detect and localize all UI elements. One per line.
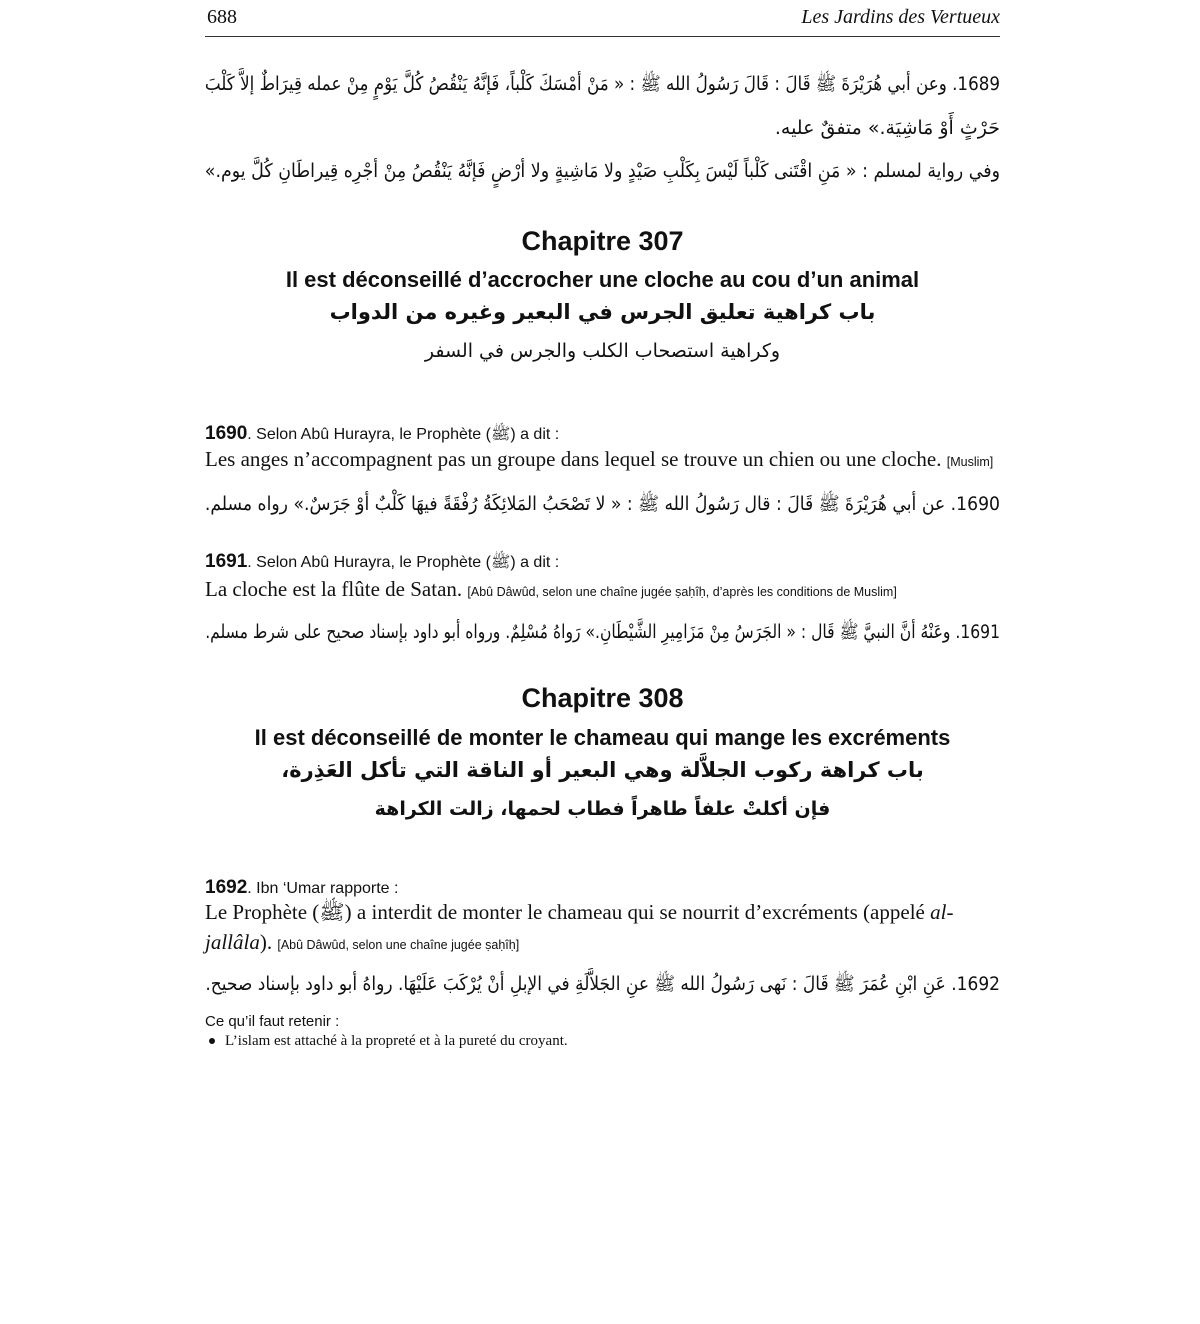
hadith-1692-source: [Abû Dâwûd, selon une chaîne jugée ṣaḥîḥ]	[277, 938, 520, 952]
lessons-title: Ce qu’il faut retenir :	[205, 1013, 340, 1030]
chapter-307-subtitle-ar-1: باب كراهية تعليق الجرس في البعير وغيره من الدواب	[329, 300, 876, 324]
hadith-1690-source: [Muslim]	[946, 455, 994, 469]
hadith-1692-arabic: 1692. عَنِ ابْنِ عُمَرَ ﷺ قَالَ : نَهى رَسُولُ الله ﷺ عنِ الجَلاَّلَةِ في الإبلِ أنْ يُرْكَبَ عَلَيْهَا. رواهُ أبو داود بإسناد صحيح.	[205, 973, 1000, 995]
hadith-1689-arabic-line-2: حَرْثٍ أَوْ مَاشِيَة.» متفقٌ عليه.	[774, 117, 1000, 139]
page-number: 688	[207, 6, 237, 28]
hadith-1691-source: [Abû Dâwûd, selon une chaîne jugée ṣaḥîḥ, d’après les conditions de Muslim]	[467, 585, 897, 599]
hadith-1689-arabic-line-1: 1689. وعن أبي هُرَيْرَةَ ﷺ قَالَ : قَالَ رَسُولُ الله ﷺ : « مَنْ أمْسَكَ كَلْباً، فَإنَّهُ يَنْقُصُ كُلَّ يَوْمٍ مِنْ عمله قِيرَاطٌ إلاَّ كَلْبَ	[204, 73, 1000, 95]
hadith-1692-number: 1692	[205, 877, 248, 898]
chapter-308-subtitle-ar-1: باب كراهة ركوب الجلاَّلة وهي البعير أو الناقة التي تأكل العَذِرة،	[281, 758, 924, 782]
hadith-1691-intro	[205, 551, 559, 575]
hadith-1692-intro-text: . Ibn ‘Umar rapporte :	[247, 880, 399, 897]
chapter-307-subtitle-fr: Il est déconseillé d’accrocher une cloche au cou d’un animal	[285, 267, 920, 292]
hadith-1691-text	[205, 574, 897, 607]
hadith-1692-text	[205, 897, 1000, 960]
hadith-1691-arabic: 1691. وعَنْهُ أنَّ النبيَّ ﷺ قَال : « الجَرَسُ مِنْ مَزَامِيرِ الشَّيْطَانِ.» رَواهُ مُسْلِمٌ. ورواه أبو داود بإسناد صحيح على شرط مسلم.	[205, 621, 1000, 643]
hadith-1690-intro-text: . Selon Abû Hurayra, le Prophète (ﷺ) a dit :	[247, 426, 560, 443]
chapter-308-subtitle-ar-2: فإن أكلتْ علفاً طاهراً فطاب لحمها، زالت الكراهة	[374, 798, 831, 820]
book-title: Les Jardins des Vertueux	[801, 6, 1000, 28]
hadith-1691-number: 1691	[205, 551, 248, 572]
hadith-1690-translation: Les anges n’accompagnent pas un groupe dans lequel se trouve un chien ou une cloche.	[205, 447, 942, 471]
chapter-307-subtitle-ar-2: وكراهية استصحاب الكلب والجرس في السفر	[424, 340, 781, 362]
hadith-1692-intro	[205, 877, 398, 899]
hadith-1692-translation: Le Prophète (ﷺ) a interdit de monter le chameau qui se nourrit d’excréments (appelé	[205, 900, 925, 924]
running-head	[205, 6, 1000, 32]
hadith-1691-translation: La cloche est la flûte de Satan.	[205, 577, 463, 601]
hadith-1691-intro-text: . Selon Abû Hurayra, le Prophète (ﷺ) a dit :	[247, 554, 560, 571]
hadith-1692-text-end: ).	[259, 930, 273, 954]
lesson-item-text: L’islam est attaché à la propreté et à la pureté du croyant.	[225, 1033, 568, 1049]
bullet-icon	[209, 1038, 215, 1044]
hadith-1690-arabic: 1690. عن أبي هُرَيْرَةَ ﷺ قَالَ : قال رَسُولُ الله ﷺ : « لا تَصْحَبُ المَلائِكَةُ رُفْقَةً فيهَا كَلْبٌ أوْ جَرَسٌ.» رواه مسلم.	[204, 493, 1000, 515]
lesson-item	[205, 1033, 568, 1050]
chapter-308-subtitle-fr: Il est déconseillé de monter le chameau qui mange les excréments	[254, 725, 951, 750]
hadith-1689-arabic-line-3: وفي رواية لمسلم : « مَنِ اقْتَنى كَلْباً لَيْسَ بِكَلْبِ صَيْدٍ ولا مَاشِيةٍ ولا أرْضٍ فَإنَّهُ يَنْقُصُ مِنْ أجْرِه قِيراطَانِ كُلَّ يوم.»	[204, 160, 1000, 182]
hadith-1690-text	[205, 444, 993, 477]
header-rule	[205, 36, 1000, 37]
chapter-308-title: Chapitre 308	[521, 683, 684, 713]
chapter-307-title: Chapitre 307	[521, 226, 684, 256]
hadith-1692-term: al-jallâla	[205, 900, 954, 954]
hadith-1690-number: 1690	[205, 423, 248, 444]
